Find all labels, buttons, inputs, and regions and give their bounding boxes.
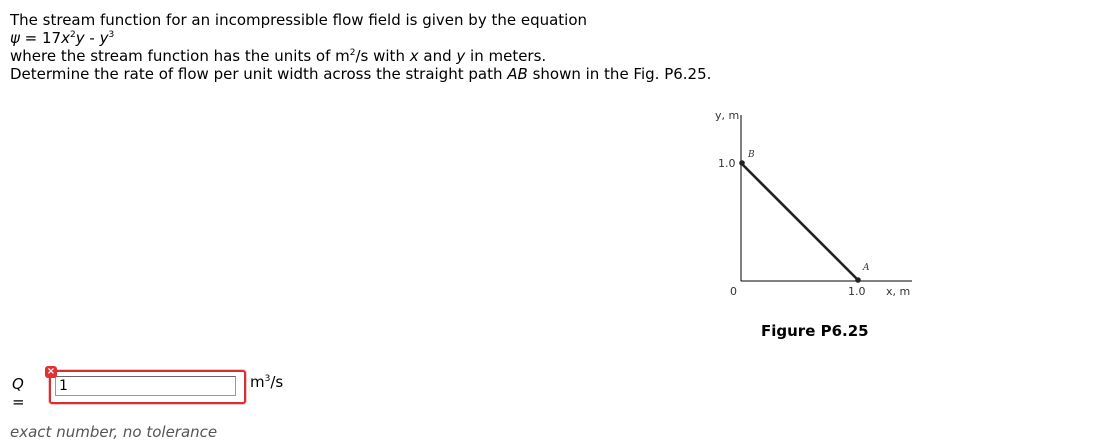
tolerance-hint: exact number, no tolerance bbox=[10, 423, 218, 441]
x-tick-label: 1.0 bbox=[848, 285, 866, 298]
problem-line-3: where the stream function has the units of $m^2/s$ with x and y in meters. bbox=[10, 47, 547, 65]
point-a-label: A bbox=[863, 263, 870, 273]
point-a-marker bbox=[855, 277, 861, 283]
problem-line-4: Determine the rate of flow per unit width across the straight path AB shown in the Fig. P6.25. bbox=[10, 65, 712, 83]
figure-p6-25 bbox=[700, 100, 930, 350]
figure-caption: Figure P6.25 bbox=[761, 322, 869, 340]
problem-statement bbox=[10, 11, 711, 83]
point-b-label: B bbox=[748, 150, 755, 160]
path-ab bbox=[741, 163, 858, 280]
answer-unit: $m^3/s$ bbox=[250, 373, 284, 391]
x-axis-label: x, m bbox=[886, 285, 911, 298]
origin-label: 0 bbox=[730, 285, 737, 298]
y-tick-label: 1.0 bbox=[718, 157, 736, 170]
incorrect-icon: × bbox=[46, 366, 56, 377]
figure-diagram bbox=[700, 100, 930, 310]
point-b-marker bbox=[739, 160, 745, 166]
q-label: Q = bbox=[12, 375, 25, 411]
stream-function-equation: $\psi = 17x^2y - y^3$ bbox=[10, 29, 115, 47]
y-axis-label: y, m bbox=[715, 109, 740, 122]
answer-field-wrapper bbox=[49, 370, 246, 404]
answer-input[interactable] bbox=[55, 376, 236, 396]
problem-line-1: The stream function for an incompressible flow field is given by the equation bbox=[10, 11, 588, 29]
